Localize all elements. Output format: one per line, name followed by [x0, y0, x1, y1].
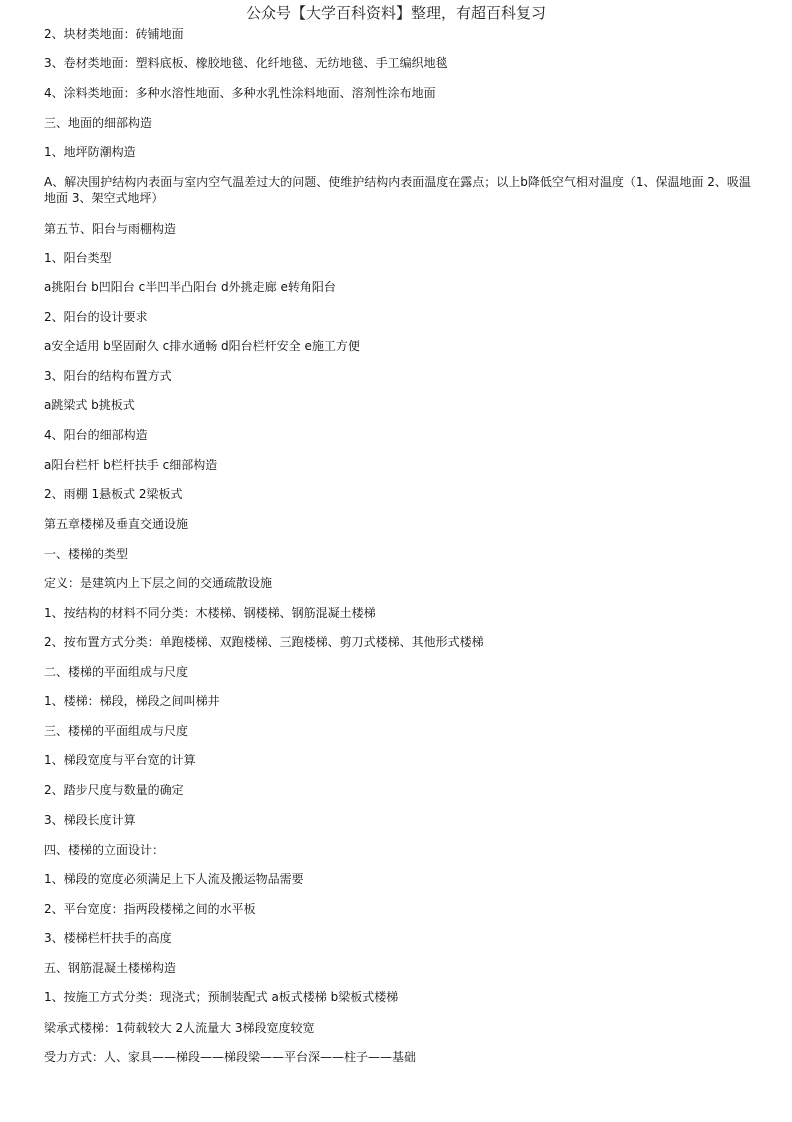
text-line: 2、雨棚 1悬板式 2梁板式 [44, 487, 183, 501]
chapter-heading: 第五章楼梯及垂直交通设施 [44, 517, 189, 531]
section-heading: 一、楼梯的类型 [44, 547, 129, 561]
section-heading: 第五节、阳台与雨棚构造 [44, 222, 177, 236]
text-paragraph: A、解决围护结构内表面与室内空气温差过大的问题、使维护结构内表面温度在露点；以上b降低空气相对温度（1、保温地面 2、吸温地面 3、架空式地坪） [44, 175, 751, 205]
text-line: 3、楼梯栏杆扶手的高度 [44, 931, 172, 945]
text-line: 4、阳台的细部构造 [44, 428, 148, 442]
section-heading: 四、楼梯的立面设计： [44, 843, 165, 857]
page-header: 公众号【大学百科资料】整理，有超百科复习 [245, 4, 546, 22]
text-line: a跳梁式 b挑板式 [44, 398, 135, 412]
text-line: 1、地坪防潮构造 [44, 145, 136, 159]
text-line: 1、梯段的宽度必须满足上下人流及搬运物品需要 [44, 872, 304, 886]
section-heading: 二、楼梯的平面组成与尺度 [44, 665, 189, 679]
text-line: 梁承式楼梯：1荷载较大 2人流量大 3梯段宽度较宽 [44, 1021, 315, 1035]
text-line: 定义：是建筑内上下层之间的交通疏散设施 [44, 576, 273, 590]
text-line: 1、按结构的材料不同分类：木楼梯、钢楼梯、钢筋混凝土楼梯 [44, 606, 376, 620]
text-line: 2、平台宽度：指两段楼梯之间的水平板 [44, 902, 256, 916]
text-line: 1、楼梯：梯段，梯段之间叫梯井 [44, 694, 220, 708]
text-line: 2、踏步尺度与数量的确定 [44, 783, 184, 797]
section-heading: 三、地面的细部构造 [44, 116, 153, 130]
text-line: 2、块材类地面：砖铺地面 [44, 27, 184, 41]
text-line: 3、阳台的结构布置方式 [44, 369, 172, 383]
text-line: a阳台栏杆 b栏杆扶手 c细部构造 [44, 458, 218, 472]
section-heading: 五、钢筋混凝土楼梯构造 [44, 961, 177, 975]
text-line: a挑阳台 b凹阳台 c半凹半凸阳台 d外挑走廊 e转角阳台 [44, 280, 336, 294]
text-line: 受力方式：人、家具——梯段——梯段梁——平台深——柱子——基础 [44, 1050, 417, 1064]
text-line: 1、阳台类型 [44, 251, 112, 265]
text-line: 4、涂料类地面：多种水溶性地面、多种水乳性涂料地面、溶剂性涂布地面 [44, 86, 436, 100]
text-line: 3、梯段长度计算 [44, 813, 136, 827]
text-line: 1、按施工方式分类：现浇式；预制装配式 a板式楼梯 b梁板式楼梯 [44, 990, 399, 1004]
text-line: 2、阳台的设计要求 [44, 310, 148, 324]
section-heading: 三、楼梯的平面组成与尺度 [44, 724, 189, 738]
text-line: 3、卷材类地面：塑料底板、橡胶地毯、化纤地毯、无纺地毯、手工编织地毯 [44, 56, 448, 70]
text-line: a安全适用 b坚固耐久 c排水通畅 d阳台栏杆安全 e施工方便 [44, 339, 360, 353]
text-line: 1、梯段宽度与平台宽的计算 [44, 753, 196, 767]
text-line: 2、按布置方式分类：单跑楼梯、双跑楼梯、三跑楼梯、剪刀式楼梯、其他形式楼梯 [44, 635, 484, 649]
